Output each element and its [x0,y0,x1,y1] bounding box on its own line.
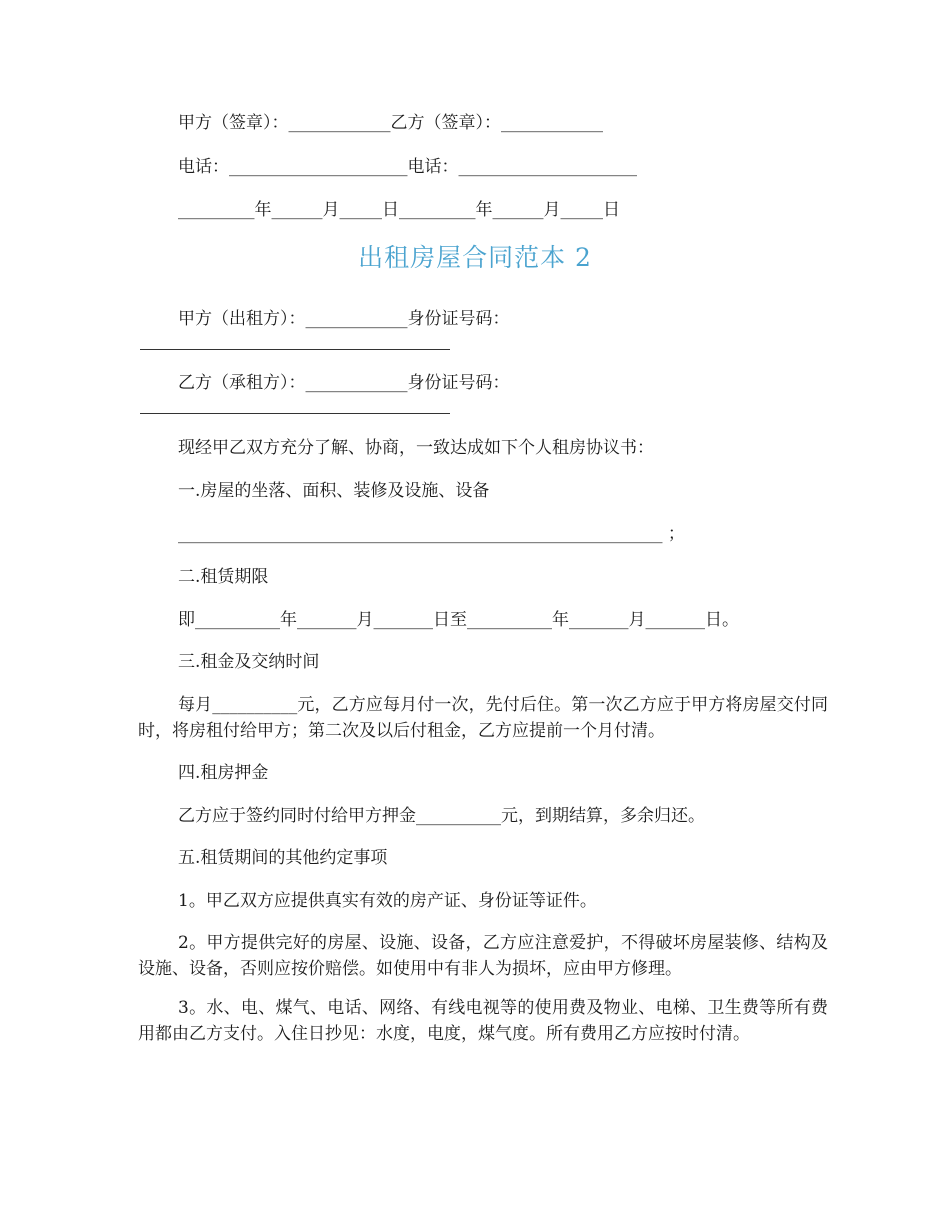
section-5-item-3: 3。水、电、煤气、电话、网络、有线电视等的使用费及物业、电梯、卫生费等所有费用都由乙方支付。入住日抄见：水度，电度，煤气度。所有费用乙方应按时付清。 [138,998,828,1044]
section-4-heading: 四.租房押金 [178,763,269,783]
section-5-item-2: 2。甲方提供完好的房屋、设施、设备，乙方应注意爱护，不得破坏房屋装修、结构及设施、设备，否则应按价赔偿。如使用中有非人为损坏，应由甲方修理。 [138,933,828,979]
lessor-line: 甲方（出租方）：____________身份证号码： [178,309,510,329]
lessee-line: 乙方（承租方）：____________身份证号码： [178,373,510,393]
intro-text: 现经甲乙双方充分了解、协商，一致达成如下个人租房协议书： [178,438,654,458]
section-3-heading: 三.租金及交纳时间 [178,652,320,672]
document-title: 出租房屋合同范本 2 [358,243,592,272]
section-2-heading: 二.租赁期限 [178,567,269,587]
section-5-item-1: 1。甲乙双方应提供真实有效的房产证、身份证等证件。 [178,891,597,911]
section-2-body: 即__________年_______月_______日至__________年_______月_______日。 [178,610,739,630]
section-5-heading: 五.租赁期间的其他约定事项 [178,848,388,868]
section-1-heading: 一.房屋的坐落、面积、装修及设施、设备 [178,481,490,501]
date-line: _________年______月_____日_________年______月_____日 [178,200,620,220]
section-4-body: 乙方应于签约同时付给甲方押金__________元，到期结算，多余归还。 [178,806,705,826]
section-1-blank: _________________________________________________________ ； [178,524,685,544]
lessee-id-blank [140,413,450,414]
section-3-body: 每月__________元，乙方应每月付一次，先付后住。第一次乙方应于甲方将房屋交付同时，将房租付给甲方；第二次及以后付租金，乙方应提前一个月付清。 [138,695,828,741]
signature-line: 甲方（签章）：____________乙方（签章）：____________ [178,113,603,133]
lessor-id-blank [140,349,450,350]
phone-line: 电话：_____________________电话：_____________________ [178,157,637,177]
